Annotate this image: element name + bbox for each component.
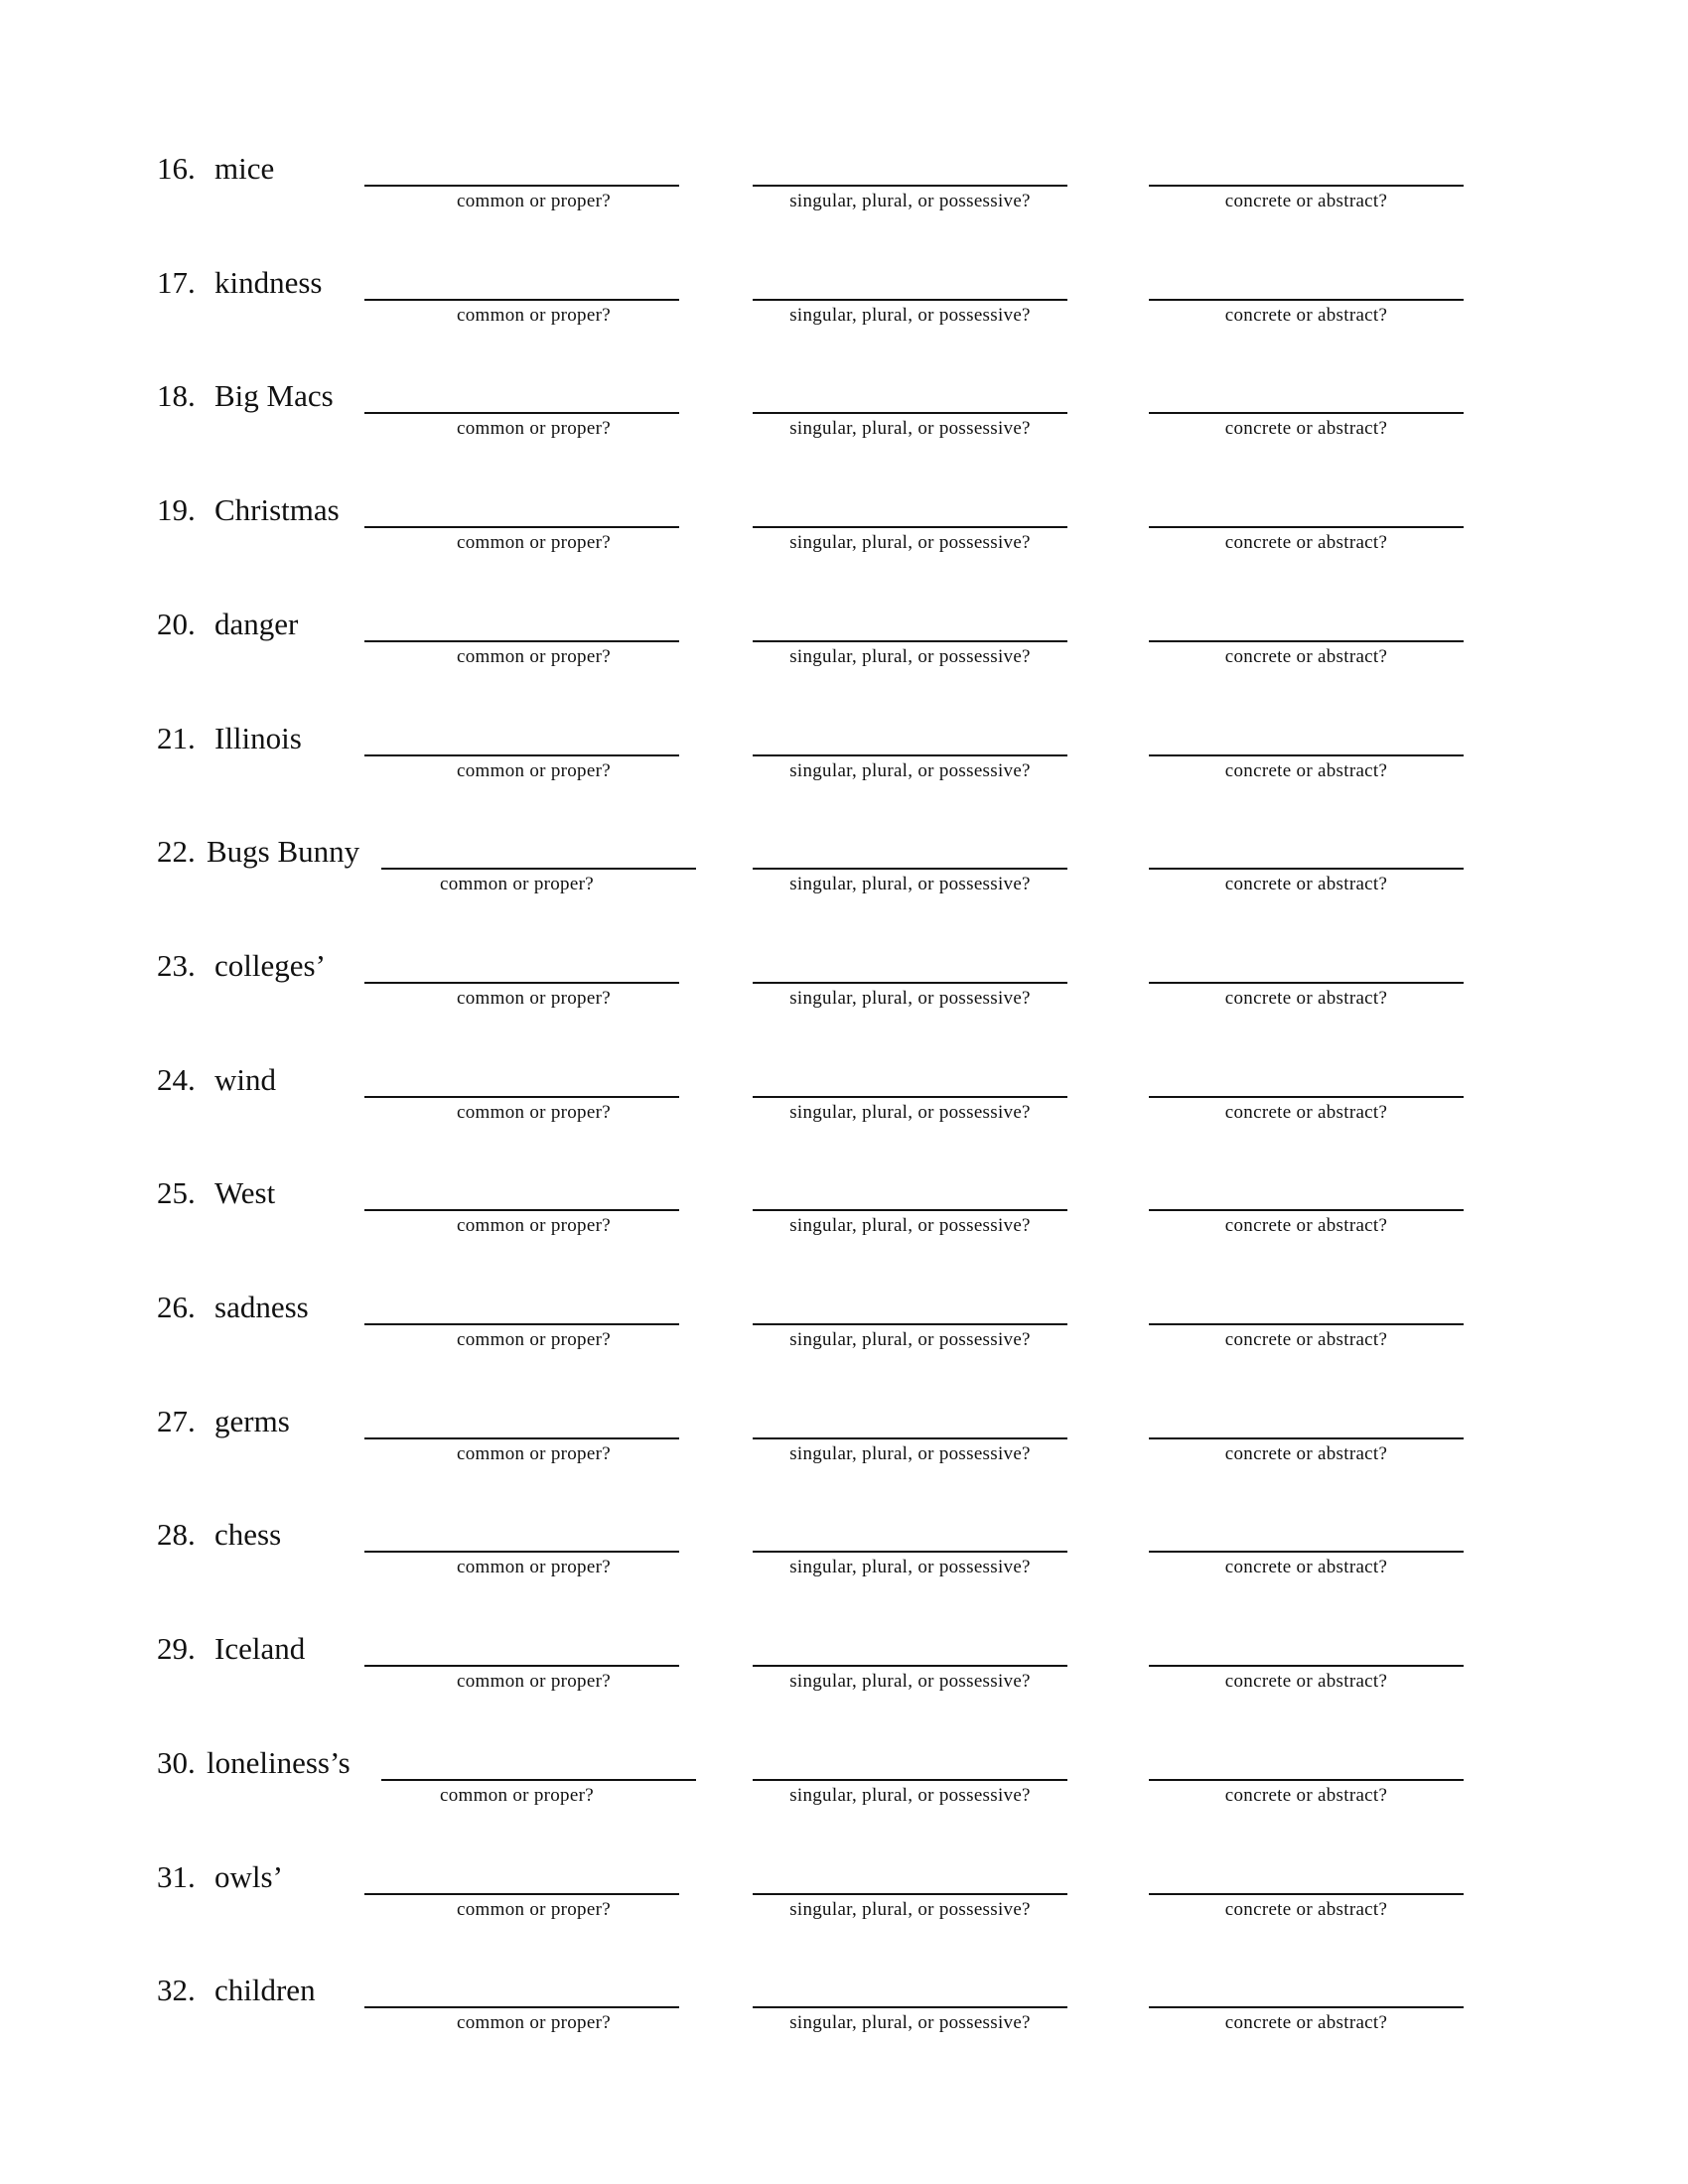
blank-caption: concrete or abstract? xyxy=(1224,646,1388,667)
blank-caption: singular, plural, or possessive? xyxy=(789,874,1031,894)
answer-line[interactable] xyxy=(1149,868,1464,870)
item-row xyxy=(0,378,1688,458)
concrete-or-abstract-blank[interactable] xyxy=(1149,1096,1464,1124)
singular-plural-possessive-blank[interactable] xyxy=(753,1437,1067,1465)
answer-line[interactable] xyxy=(1149,982,1464,984)
item-row xyxy=(0,1973,1688,2052)
answer-line[interactable] xyxy=(1149,526,1464,528)
common-or-proper-blank[interactable] xyxy=(364,1437,679,1465)
singular-plural-possessive-blank[interactable] xyxy=(753,526,1067,554)
singular-plural-possessive-blank[interactable] xyxy=(753,412,1067,440)
item-row xyxy=(0,948,1688,1027)
blank-caption: concrete or abstract? xyxy=(1224,532,1388,553)
blank-caption: singular, plural, or possessive? xyxy=(789,1443,1031,1464)
item-number: 27. xyxy=(157,1404,196,1438)
blank-caption: singular, plural, or possessive? xyxy=(789,646,1031,667)
blank-caption: singular, plural, or possessive? xyxy=(789,305,1031,326)
singular-plural-possessive-blank[interactable] xyxy=(753,1665,1067,1693)
common-or-proper-blank[interactable] xyxy=(364,1893,679,1921)
common-or-proper-blank[interactable] xyxy=(364,526,679,554)
answer-line[interactable] xyxy=(753,412,1067,414)
answer-line[interactable] xyxy=(753,1209,1067,1211)
singular-plural-possessive-blank[interactable] xyxy=(753,1096,1067,1124)
blank-caption: common or proper? xyxy=(457,1215,611,1236)
answer-line[interactable] xyxy=(364,1209,679,1211)
common-or-proper-blank[interactable] xyxy=(364,754,679,782)
item-word: danger xyxy=(214,607,299,641)
blank-caption: concrete or abstract? xyxy=(1224,874,1388,894)
answer-line[interactable] xyxy=(364,526,679,528)
answer-line[interactable] xyxy=(1149,1665,1464,1667)
answer-line[interactable] xyxy=(364,640,679,642)
item-row xyxy=(0,265,1688,344)
item-number: 26. xyxy=(157,1290,196,1324)
blank-caption: common or proper? xyxy=(457,1443,611,1464)
concrete-or-abstract-blank[interactable] xyxy=(1149,1323,1464,1351)
common-or-proper-blank[interactable] xyxy=(364,1096,679,1124)
blank-caption: concrete or abstract? xyxy=(1224,1785,1388,1806)
answer-line[interactable] xyxy=(753,982,1067,984)
item-number: 18. xyxy=(157,378,196,413)
item-word: Christmas xyxy=(214,492,340,527)
blank-caption: common or proper? xyxy=(440,1785,594,1806)
answer-line[interactable] xyxy=(753,868,1067,870)
item-number: 21. xyxy=(157,721,196,755)
blank-caption: concrete or abstract? xyxy=(1224,191,1388,211)
item-number: 16. xyxy=(157,151,196,186)
item-word: Big Macs xyxy=(214,378,334,413)
answer-line[interactable] xyxy=(753,1437,1067,1439)
concrete-or-abstract-blank[interactable] xyxy=(1149,640,1464,668)
answer-line[interactable] xyxy=(364,2006,679,2008)
blank-caption: singular, plural, or possessive? xyxy=(789,532,1031,553)
item-number: 29. xyxy=(157,1631,196,1666)
answer-line[interactable] xyxy=(753,1665,1067,1667)
answer-line[interactable] xyxy=(753,1096,1067,1098)
item-number: 30. xyxy=(157,1745,196,1780)
item-row xyxy=(0,721,1688,800)
blank-caption: common or proper? xyxy=(457,1557,611,1577)
item-row xyxy=(0,607,1688,686)
answer-line[interactable] xyxy=(364,412,679,414)
singular-plural-possessive-blank[interactable] xyxy=(753,1551,1067,1578)
item-word: germs xyxy=(214,1404,290,1438)
blank-caption: singular, plural, or possessive? xyxy=(789,1329,1031,1350)
item-number: 31. xyxy=(157,1859,196,1894)
answer-line[interactable] xyxy=(364,1893,679,1895)
answer-line[interactable] xyxy=(753,1779,1067,1781)
answer-line[interactable] xyxy=(1149,1323,1464,1325)
blank-caption: singular, plural, or possessive? xyxy=(789,1215,1031,1236)
common-or-proper-blank[interactable] xyxy=(364,2006,679,2034)
blank-caption: common or proper? xyxy=(457,2012,611,2033)
answer-line[interactable] xyxy=(364,1665,679,1667)
singular-plural-possessive-blank[interactable] xyxy=(753,982,1067,1010)
answer-line[interactable] xyxy=(1149,412,1464,414)
answer-line[interactable] xyxy=(753,1893,1067,1895)
common-or-proper-blank[interactable] xyxy=(364,412,679,440)
blank-caption: singular, plural, or possessive? xyxy=(789,418,1031,439)
blank-caption: common or proper? xyxy=(457,532,611,553)
answer-line[interactable] xyxy=(753,1551,1067,1553)
item-row xyxy=(0,1517,1688,1596)
answer-line[interactable] xyxy=(364,1096,679,1098)
answer-line[interactable] xyxy=(364,754,679,756)
answer-line[interactable] xyxy=(753,526,1067,528)
answer-line[interactable] xyxy=(364,185,679,187)
answer-line[interactable] xyxy=(1149,1893,1464,1895)
item-number: 22. xyxy=(157,834,196,869)
item-row xyxy=(0,492,1688,572)
answer-line[interactable] xyxy=(364,982,679,984)
answer-line[interactable] xyxy=(364,1551,679,1553)
blank-caption: common or proper? xyxy=(440,874,594,894)
item-word: wind xyxy=(214,1062,276,1097)
concrete-or-abstract-blank[interactable] xyxy=(1149,1551,1464,1578)
concrete-or-abstract-blank[interactable] xyxy=(1149,982,1464,1010)
blank-caption: singular, plural, or possessive? xyxy=(789,191,1031,211)
blank-caption: common or proper? xyxy=(457,191,611,211)
blank-caption: singular, plural, or possessive? xyxy=(789,1557,1031,1577)
item-word: colleges’ xyxy=(214,948,326,983)
answer-line[interactable] xyxy=(381,1779,696,1781)
answer-line[interactable] xyxy=(753,1323,1067,1325)
singular-plural-possessive-blank[interactable] xyxy=(753,299,1067,327)
singular-plural-possessive-blank[interactable] xyxy=(753,754,1067,782)
concrete-or-abstract-blank[interactable] xyxy=(1149,1665,1464,1693)
blank-caption: common or proper? xyxy=(457,988,611,1009)
blank-caption: singular, plural, or possessive? xyxy=(789,1899,1031,1920)
common-or-proper-blank[interactable] xyxy=(364,1551,679,1578)
item-row xyxy=(0,151,1688,230)
answer-line[interactable] xyxy=(381,868,696,870)
blank-caption: concrete or abstract? xyxy=(1224,760,1388,781)
item-row xyxy=(0,1859,1688,1939)
item-row xyxy=(0,1290,1688,1369)
blank-caption: common or proper? xyxy=(457,1671,611,1692)
singular-plural-possessive-blank[interactable] xyxy=(753,185,1067,212)
concrete-or-abstract-blank[interactable] xyxy=(1149,1437,1464,1465)
concrete-or-abstract-blank[interactable] xyxy=(1149,1779,1464,1807)
singular-plural-possessive-blank[interactable] xyxy=(753,868,1067,895)
item-number: 24. xyxy=(157,1062,196,1097)
item-row xyxy=(0,1062,1688,1142)
item-row xyxy=(0,1175,1688,1255)
answer-line[interactable] xyxy=(1149,640,1464,642)
concrete-or-abstract-blank[interactable] xyxy=(1149,299,1464,327)
answer-line[interactable] xyxy=(1149,1437,1464,1439)
blank-caption: concrete or abstract? xyxy=(1224,2012,1388,2033)
blank-caption: singular, plural, or possessive? xyxy=(789,2012,1031,2033)
common-or-proper-blank[interactable] xyxy=(364,1665,679,1693)
singular-plural-possessive-blank[interactable] xyxy=(753,1779,1067,1807)
item-row xyxy=(0,834,1688,913)
answer-line[interactable] xyxy=(1149,1096,1464,1098)
concrete-or-abstract-blank[interactable] xyxy=(1149,185,1464,212)
blank-caption: concrete or abstract? xyxy=(1224,1557,1388,1577)
answer-line[interactable] xyxy=(1149,1209,1464,1211)
blank-caption: concrete or abstract? xyxy=(1224,1102,1388,1123)
item-word: Bugs Bunny xyxy=(207,834,360,869)
singular-plural-possessive-blank[interactable] xyxy=(753,1323,1067,1351)
concrete-or-abstract-blank[interactable] xyxy=(1149,412,1464,440)
item-number: 17. xyxy=(157,265,196,300)
answer-line[interactable] xyxy=(1149,754,1464,756)
item-row xyxy=(0,1404,1688,1483)
item-number: 19. xyxy=(157,492,196,527)
item-word: mice xyxy=(214,151,275,186)
common-or-proper-blank[interactable] xyxy=(381,1779,696,1807)
blank-caption: concrete or abstract? xyxy=(1224,1329,1388,1350)
answer-line[interactable] xyxy=(1149,2006,1464,2008)
blank-caption: concrete or abstract? xyxy=(1224,1671,1388,1692)
concrete-or-abstract-blank[interactable] xyxy=(1149,526,1464,554)
item-word: Iceland xyxy=(214,1631,306,1666)
blank-caption: concrete or abstract? xyxy=(1224,1215,1388,1236)
singular-plural-possessive-blank[interactable] xyxy=(753,640,1067,668)
answer-line[interactable] xyxy=(753,2006,1067,2008)
item-word: chess xyxy=(214,1517,282,1552)
blank-caption: common or proper? xyxy=(457,646,611,667)
item-number: 23. xyxy=(157,948,196,983)
answer-line[interactable] xyxy=(364,299,679,301)
blank-caption: common or proper? xyxy=(457,760,611,781)
blank-caption: singular, plural, or possessive? xyxy=(789,1785,1031,1806)
common-or-proper-blank[interactable] xyxy=(364,982,679,1010)
item-word: loneliness’s xyxy=(207,1745,351,1780)
item-number: 28. xyxy=(157,1517,196,1552)
answer-line[interactable] xyxy=(364,1437,679,1439)
answer-line[interactable] xyxy=(753,185,1067,187)
singular-plural-possessive-blank[interactable] xyxy=(753,1209,1067,1237)
concrete-or-abstract-blank[interactable] xyxy=(1149,754,1464,782)
answer-line[interactable] xyxy=(1149,1779,1464,1781)
blank-caption: common or proper? xyxy=(457,1899,611,1920)
blank-caption: singular, plural, or possessive? xyxy=(789,760,1031,781)
concrete-or-abstract-blank[interactable] xyxy=(1149,1209,1464,1237)
answer-line[interactable] xyxy=(1149,185,1464,187)
item-word: children xyxy=(214,1973,316,2007)
item-number: 32. xyxy=(157,1973,196,2007)
answer-line[interactable] xyxy=(1149,1551,1464,1553)
blank-caption: common or proper? xyxy=(457,305,611,326)
concrete-or-abstract-blank[interactable] xyxy=(1149,1893,1464,1921)
item-number: 20. xyxy=(157,607,196,641)
blank-caption: singular, plural, or possessive? xyxy=(789,988,1031,1009)
common-or-proper-blank[interactable] xyxy=(364,640,679,668)
blank-caption: concrete or abstract? xyxy=(1224,418,1388,439)
singular-plural-possessive-blank[interactable] xyxy=(753,2006,1067,2034)
answer-line[interactable] xyxy=(364,1323,679,1325)
answer-line[interactable] xyxy=(753,754,1067,756)
blank-caption: concrete or abstract? xyxy=(1224,988,1388,1009)
blank-caption: concrete or abstract? xyxy=(1224,1899,1388,1920)
blank-caption: common or proper? xyxy=(457,1329,611,1350)
blank-caption: singular, plural, or possessive? xyxy=(789,1671,1031,1692)
blank-caption: concrete or abstract? xyxy=(1224,305,1388,326)
blank-caption: singular, plural, or possessive? xyxy=(789,1102,1031,1123)
common-or-proper-blank[interactable] xyxy=(364,299,679,327)
common-or-proper-blank[interactable] xyxy=(364,185,679,212)
item-row xyxy=(0,1631,1688,1710)
item-row xyxy=(0,1745,1688,1825)
concrete-or-abstract-blank[interactable] xyxy=(1149,2006,1464,2034)
item-word: Illinois xyxy=(214,721,302,755)
blank-caption: common or proper? xyxy=(457,418,611,439)
item-word: West xyxy=(214,1175,276,1210)
item-number: 25. xyxy=(157,1175,196,1210)
answer-line[interactable] xyxy=(1149,299,1464,301)
item-word: kindness xyxy=(214,265,323,300)
blank-caption: common or proper? xyxy=(457,1102,611,1123)
common-or-proper-blank[interactable] xyxy=(364,1323,679,1351)
common-or-proper-blank[interactable] xyxy=(381,868,696,895)
concrete-or-abstract-blank[interactable] xyxy=(1149,868,1464,895)
answer-line[interactable] xyxy=(753,640,1067,642)
singular-plural-possessive-blank[interactable] xyxy=(753,1893,1067,1921)
item-word: sadness xyxy=(214,1290,309,1324)
item-word: owls’ xyxy=(214,1859,283,1894)
answer-line[interactable] xyxy=(753,299,1067,301)
blank-caption: concrete or abstract? xyxy=(1224,1443,1388,1464)
common-or-proper-blank[interactable] xyxy=(364,1209,679,1237)
